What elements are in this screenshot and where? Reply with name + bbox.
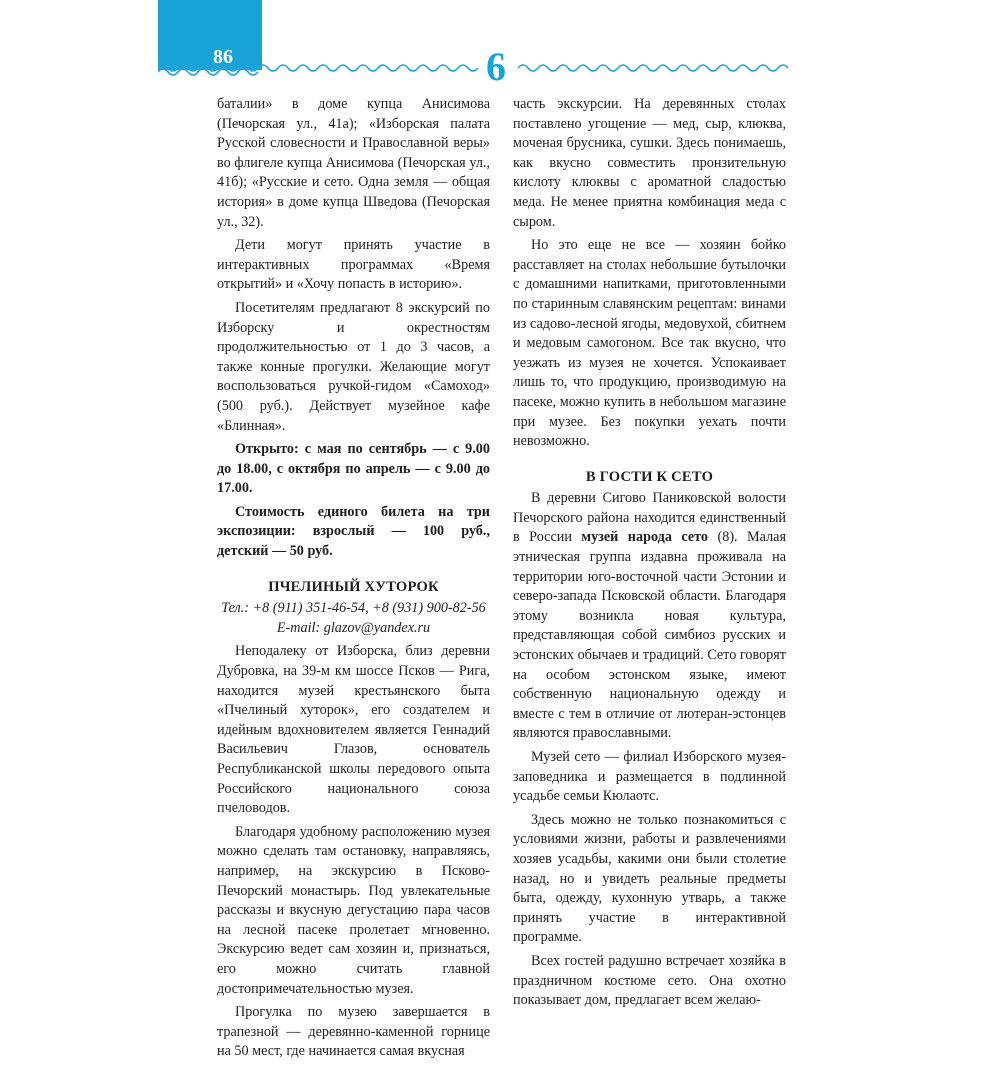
paragraph: Неподалеку от Изборска, близ деревни Дубровка, на 39-м км шоссе Псков — Рига, находится музей крестьянского быта «Пчелиный хуторок», его создателем и идейным вдохновителем является Геннадий Васильевич Глазов, основатель Республиканской школы передового опыта Российского национального союза пчеловодов. <box>217 643 490 817</box>
paragraph: Музей сето — филиал Изборского музея-заповедника и размещается в подлинной усадьбе семьи Кюлаотс. <box>513 749 786 805</box>
section-title: ПЧЕЛИНЫЙ ХУТОРОК <box>268 578 439 595</box>
bold-text: музей народа сето <box>581 529 709 546</box>
paragraph: Посетителям предлагают 8 экскурсий по Изборску и окрестностям продолжительностью от 1 до 3 часов, а также конные прогулки. Желающие могут воспользоваться ручкой-гидом «Самоход» (500 руб.). Действует музейное кафе «Блинная». <box>217 299 490 434</box>
paragraph: Всех гостей радушно встречает хозяйка в праздничном костюме сето. Она охотно показывает дом, предлагает всем желаю- <box>513 952 786 1009</box>
paragraph: баталии» в доме купца Анисимова (Печорская ул., 41а); «Изборская палата Русской словесности и Православной веры» во флигеле купца Анисимова (Печорская ул., 41б); «Русские и сето. Одна земля — общая история» в доме купца Шведова (Печорская ул., 32). <box>217 96 490 230</box>
opening-hours: Открыто: с мая по сентябрь — с 9.00 до 18.00, с октября по апрель — с 9.00 до 17.00. <box>217 441 490 497</box>
paragraph: Здесь можно не только познакомиться с условиями жизни, работы и развлечениями хозяев усадьбы, какими они были столетие назад, но и увидеть реальные предметы быта, одежду, кухонную утварь, а также принять участие в интерактивной программе. <box>513 811 786 946</box>
ticket-price: Стоимость единого билета на три экспозиции: взрослый — 100 руб., детский — 50 руб. <box>217 503 490 560</box>
left-column <box>217 95 490 1066</box>
chapter-number: 6 <box>486 44 506 89</box>
text-run: (8). Малая этническая группа издавна проживала на территории юго-восточной части Эстонии и северо-запада Псковской области. Благодаря этому возникла новая культура, представляющая собой симбиоз русских и эстонских обычаев и традиций. Сето говорят на особом эстонском языке, имеют собственную национальную одежду и вместе с тем в отличие от лютеран-эстонцев являются православными. <box>513 529 786 742</box>
email-line: E-mail: glazov@yandex.ru <box>276 619 431 636</box>
section-title: В ГОСТИ К СЕТО <box>585 468 714 485</box>
paragraph: Прогулка по музею завершается в трапезной — деревянно-каменной горнице на 50 мест, где начинается самая вкусная <box>217 1004 490 1060</box>
text-run: В деревни Сигово Паниковской волости Печорского района находится единственный в России <box>513 490 786 546</box>
right-column <box>513 95 786 1015</box>
paragraph: часть экскурсии. На деревянных столах поставлено угощение — мед, сыр, клюква, моченая брусника, сушки. Здесь понимаешь, как вкусно совместить пронзительную кислоту клюквы с ароматной сладостью меда. Не менее приятна комбинация меда с сыром. <box>513 96 786 230</box>
phone-line: Тел.: +8 (911) 351-46-54, +8 (931) 900-82-56 <box>221 600 486 617</box>
paragraph: Дети могут принять участие в интерактивных программах «Время открытий» и «Хочу попасть в историю». <box>217 237 490 293</box>
paragraph <box>513 489 786 744</box>
paragraph: Но это еще не все — хозяин бойко расставляет на столах небольшие бутылочки с домашними напитками, приготовленными по старинным славянским рецептам: винами из садово-лесной ягоды, медовухой, сбитнем и медовым самогоном. Все так вкусно, что уезжать из музея не хочется. Успокаивает лишь то, что продукцию, производимую на пасеке, можно купить в небольшом магазине при музее. Без покупки уехать почти невозможно. <box>513 237 786 450</box>
contact-block <box>217 599 490 638</box>
paragraph: Благодаря удобному расположению музея можно сделать там остановку, направляясь, например, на экскурсию в Псково-Печорский монастырь. Под увлекательные рассказы и вкусную дегустацию пара часов на лесной пасеке пролетает мгновенно. Экскурсию ведет сам хозяин и, признаться, его можно считать главной достопримечательностью музея. <box>217 823 490 997</box>
page-number: 86 <box>213 46 233 68</box>
wave-divider <box>158 60 788 76</box>
